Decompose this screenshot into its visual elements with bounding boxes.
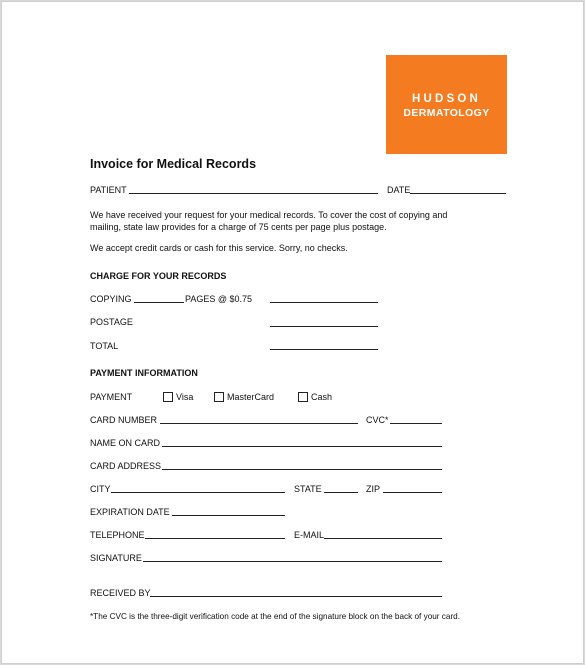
- copying-pages-field[interactable]: [134, 302, 184, 303]
- copying-label: COPYING: [90, 294, 132, 304]
- expiration-date-field[interactable]: [172, 515, 285, 516]
- email-field[interactable]: [324, 538, 442, 539]
- payment-heading: PAYMENT INFORMATION: [90, 368, 198, 378]
- visa-checkbox[interactable]: [163, 392, 173, 402]
- telephone-label: TELEPHONE: [90, 530, 145, 540]
- cvc-footnote: *The CVC is the three-digit verification code at the end of the signature block on the back of your card.: [90, 612, 461, 621]
- charges-heading: CHARGE FOR YOUR RECORDS: [90, 271, 227, 281]
- telephone-field[interactable]: [145, 538, 285, 539]
- mastercard-checkbox[interactable]: [214, 392, 224, 402]
- card-number-field[interactable]: [160, 423, 358, 424]
- date-field[interactable]: [410, 193, 506, 194]
- name-on-card-label: NAME ON CARD: [90, 438, 161, 448]
- visa-label: Visa: [176, 392, 194, 402]
- signature-label: SIGNATURE: [90, 553, 142, 563]
- cash-checkbox[interactable]: [298, 392, 308, 402]
- intro-line-3: We accept credit cards or cash for this service. Sorry, no checks.: [90, 243, 348, 253]
- patient-label: PATIENT: [90, 185, 127, 195]
- received-by-field[interactable]: [150, 596, 442, 597]
- logo-line-2: DERMATOLOGY: [403, 106, 490, 119]
- zip-field[interactable]: [383, 492, 442, 493]
- pages-label: PAGES @ $0.75: [185, 294, 253, 304]
- payment-label: PAYMENT: [90, 392, 133, 402]
- state-label: STATE: [294, 484, 322, 494]
- total-amount-field[interactable]: [270, 349, 378, 350]
- invoice-title: Invoice for Medical Records: [90, 157, 257, 171]
- zip-label: ZIP: [366, 484, 381, 494]
- city-field[interactable]: [111, 492, 285, 493]
- received-by-label: RECEIVED BY: [90, 588, 151, 598]
- postage-amount-field[interactable]: [270, 326, 378, 327]
- patient-field[interactable]: [129, 193, 378, 194]
- cash-label: Cash: [311, 392, 333, 402]
- email-label: E-MAIL: [294, 530, 325, 540]
- signature-field[interactable]: [143, 561, 442, 562]
- logo-line-1: HUDSON: [411, 92, 482, 105]
- intro-line-1: We have received your request for your medical records. To cover the cost of copying and: [90, 210, 448, 220]
- expiration-date-label: EXPIRATION DATE: [90, 507, 170, 517]
- postage-label: POSTAGE: [90, 317, 133, 327]
- cvc-label: CVC*: [366, 415, 389, 425]
- intro-line-2: mailing, state law provides for a charge of 75 cents per page plus postage.: [90, 222, 387, 232]
- cvc-field[interactable]: [390, 423, 442, 424]
- state-field[interactable]: [324, 492, 358, 493]
- document-page: [1, 1, 584, 664]
- copying-amount-field[interactable]: [270, 302, 378, 303]
- card-address-label: CARD ADDRESS: [90, 461, 162, 471]
- hudson-dermatology-logo: [386, 55, 507, 154]
- name-on-card-field[interactable]: [162, 446, 442, 447]
- date-label: DATE: [387, 185, 411, 195]
- mastercard-label: MasterCard: [227, 392, 275, 402]
- card-address-field[interactable]: [162, 469, 442, 470]
- city-label: CITY: [90, 484, 111, 494]
- card-number-label: CARD NUMBER: [90, 415, 158, 425]
- total-label: TOTAL: [90, 341, 119, 351]
